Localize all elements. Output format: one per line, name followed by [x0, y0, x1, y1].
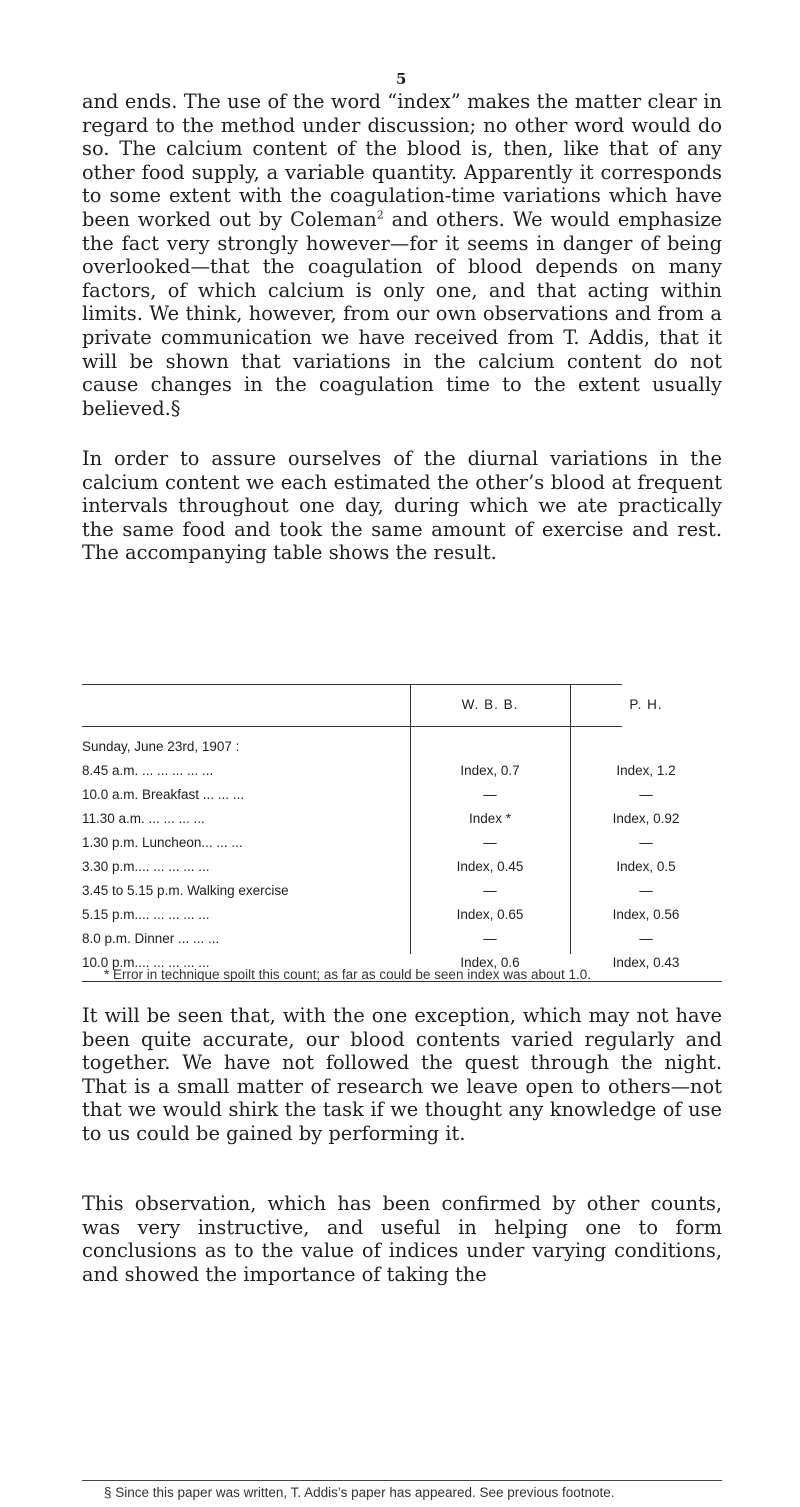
table-row-label: 1.30 p.m. Luncheon... ... ... — [82, 835, 243, 850]
paragraph-2: In order to assure ourselves of the diurnal variations in the calcium content we each estimated the other’s blood at frequent intervals throughout one day, during which we ate practically the same food and took the same amount of exercise and rest. The accompanying table shows the result. — [82, 447, 722, 565]
table-cell-wbb: — — [483, 931, 497, 946]
table-row-label: 5.15 p.m.... ... ... ... ... — [82, 907, 210, 922]
table-cell-ph: — — [639, 883, 653, 898]
table-row-label: 11.30 a.m. ... ... ... ... — [82, 811, 205, 826]
paragraph-1-body: The calcium content of the blood is, then, like that of any other food supply, a variable quantity. Apparently it corresponds to some extent with the coagulation-time variations which have been worked out by Coleman — [82, 137, 722, 231]
footnote-rule — [82, 1480, 722, 1481]
table-date-label: Sunday, June 23rd, 1907 : — [82, 739, 240, 754]
table-cell-ph: Index, 1.2 — [616, 763, 676, 778]
paragraph-1-tail: and others. We would emphasize the fact very strongly however—for it seems in danger of being overlooked—that the coagulation of blood depends on many factors, of which calcium is only one, and that acting within limits. We think, however, from our own observations and from a private communication we have received from T. Addis, that it will be shown that variations in the calcium content do not cause changes in the coagulation time to the extent usually believed.§ — [82, 207, 722, 420]
column-header-ph: P. H. — [629, 697, 663, 712]
table-cell-wbb: — — [483, 787, 497, 802]
table-row-label: 3.30 p.m.... ... ... ... ... — [82, 859, 210, 874]
table-cell-ph: Index, 0.43 — [612, 955, 680, 970]
table-row-label: 8.0 p.m. Dinner ... ... ... — [82, 931, 220, 946]
table-cell-ph: — — [639, 835, 653, 850]
table-top-rule — [82, 684, 622, 685]
table-row-label: 8.45 a.m. ... ... ... ... ... — [82, 763, 214, 778]
table-cell-wbb: Index, 0.45 — [456, 859, 524, 874]
table-cell-wbb: Index, 0.7 — [460, 763, 520, 778]
table-cell-ph: Index, 0.5 — [616, 859, 676, 874]
table-cell-ph: — — [639, 931, 653, 946]
footnote: § Since this paper was written, T. Addis’s paper has appeared. See previous footnote. — [104, 1485, 615, 1500]
table-cell-ph: — — [639, 787, 653, 802]
table-row-label: 10.0 a.m. Breakfast ... ... ... — [82, 787, 245, 802]
page-number: 5 — [396, 70, 407, 88]
table-row-label: 10.0 p.m.... ... ... ... ... — [82, 955, 210, 970]
table-note: * Error in technique spoilt this count; as far as could be seen index was about 1.0. — [104, 967, 592, 982]
paragraph-1-opening: and ends. The use of the word “index” makes the matter clear in regard to the method under discussion; no other word would do so. — [82, 90, 722, 161]
column-header-wbb: W. B. B. — [461, 697, 519, 712]
table-cell-wbb: — — [483, 883, 497, 898]
table-cell-ph: Index, 0.92 — [612, 811, 680, 826]
table-cell-wbb: Index * — [468, 811, 512, 826]
paragraph-3: It will be seen that, with the one exception, which may not have been quite accurate, our blood contents varied regularly and together. We have not followed the quest through the night. That is a small matter of research we leave open to others—not that we would shirk the task if we thought any knowledge of use to us could be gained by performing it. — [82, 1004, 722, 1145]
table-row-label: 3.45 to 5.15 p.m. Walking exercise — [82, 883, 289, 898]
table-cell-wbb: Index, 0.65 — [456, 907, 524, 922]
table-header-rule — [82, 726, 622, 727]
table-cell-wbb: Index, 0.6 — [460, 955, 520, 970]
reference-superscript: 2 — [376, 208, 384, 222]
paragraph-4: This observation, which has been confirmed by other counts, was very instructive, and useful in helping one to form conclusions as to the value of indices under varying conditions, and showed the importance of taking the — [82, 1192, 722, 1286]
table-cell-ph: Index, 0.56 — [612, 907, 680, 922]
paragraph-1 — [82, 90, 722, 420]
table-cell-wbb: — — [483, 835, 497, 850]
